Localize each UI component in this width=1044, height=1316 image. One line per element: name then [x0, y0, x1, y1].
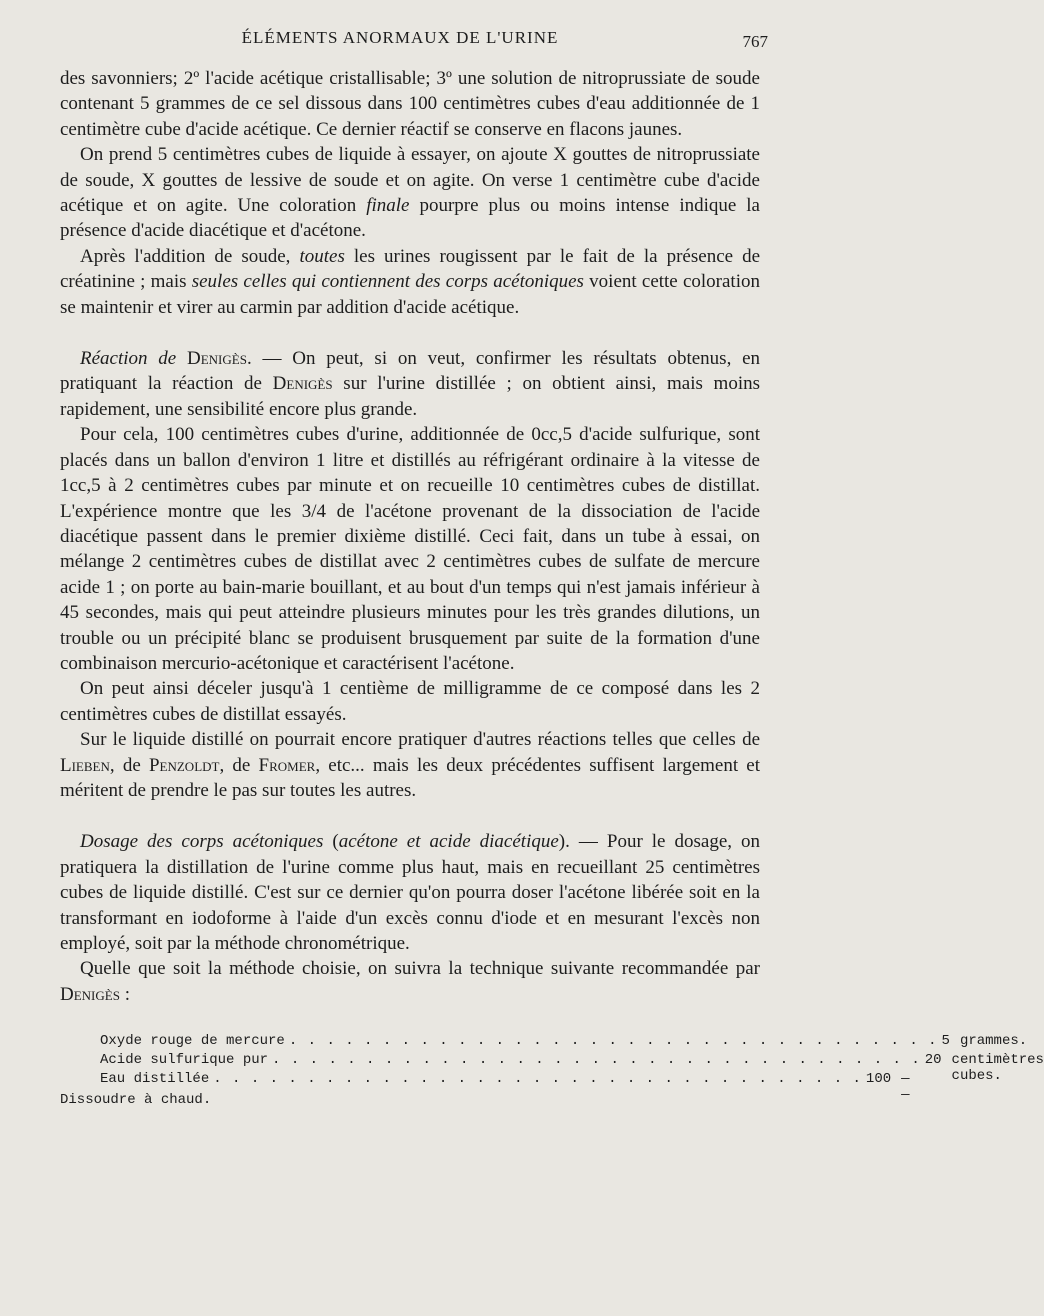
- paragraph-text: , etc... mais les deux précédentes suffisent largement et méritent de prendre le pas sur toutes les autres.: [60, 754, 761, 801]
- author-name: Penzoldt: [148, 754, 220, 776]
- ingredient-unit: grammes.: [959, 1033, 1028, 1050]
- emphasis-text: toutes: [299, 245, 345, 267]
- paragraph-text: , de: [219, 754, 259, 776]
- ingredient-quantity: 100: [865, 1071, 892, 1088]
- leader-dots: . . . . . . . . . . . . . . . . . . . . . . . . . . . . . . . . . . .: [272, 1052, 921, 1069]
- paragraph-text: pourpre plus ou moins intense indique la présence d'acide diacétique et d'acétone.: [60, 195, 760, 242]
- paragraph-text: Sur le liquide distillé on pourrait encore pratiquer d'autres réactions telles que celles de: [80, 729, 760, 751]
- leader-dots: . . . . . . . . . . . . . . . . . . . . . . . . . . . . . . . . . . .: [288, 1033, 938, 1050]
- paragraph-text: :: [119, 983, 130, 1005]
- ingredient-name: Eau distillée: [100, 1071, 210, 1088]
- ingredient-unit: — —: [901, 1071, 910, 1104]
- emphasis-text: acétone et acide diacétique: [338, 831, 559, 853]
- author-name: Lieben: [60, 754, 110, 776]
- author-name: Fromer: [258, 754, 316, 776]
- author-name: Denigès: [187, 348, 247, 370]
- paragraph-deniges-reaction: [60, 346, 760, 422]
- paragraph-technique: [60, 956, 760, 1007]
- page-number: 767: [742, 32, 768, 51]
- paragraph-dosage: [60, 829, 760, 956]
- paragraph-text: ). — Pour le dosage, on pratiquera la distillation de l'urine comme plus haut, mais en recueillant 25 centimètres cubes de liquide distillé. C'est sur ce dernier qu'on pourra doser l'acétone libérée soit en la transformant en iodoforme à l'aide d'un excès connu d'iode et en mesurant l'excès non employé, soit par la méthode chronométrique.: [60, 831, 761, 954]
- ingredient-name: Acide sulfurique pur: [100, 1052, 269, 1069]
- section-heading: Réaction de: [80, 348, 177, 370]
- paragraph-other-reactions: [60, 727, 760, 803]
- paragraph-distillation: Pour cela, 100 centimètres cubes d'urine, additionnée de 0cc,5 d'acide sulfurique, sont placés dans un ballon d'environ 1 litre et distillés au réfrigérant ordinaire à la vitesse de 1cc,5 à 2 centimètres cubes par minute et on recueille 10 centimètres cubes de distillat. L'expérience montre que les 3/4 de l'acétone provenant de la dissociation de l'acide diacétique passent dans le premier dixième distillé. Ceci fait, dans un tube à essai, on mélange 2 centimètres cubes de distillat avec 2 centimètres cubes de sulfate de mercure acide 1 ; on porte au bain-marie bouillant, et au bout d'un temps qui n'est jamais inférieur à 45 secondes, mais qui peut atteindre plusieurs minutes pour les très grandes dilutions, un trouble ou un précipité blanc se produisent brusquement par suite de la formation d'une combinaison mercurio-acétonique et caractérisent l'acétone.: [60, 424, 760, 674]
- ingredient-quantity: 5: [941, 1033, 950, 1050]
- ingredient-quantity: 20: [924, 1052, 942, 1069]
- section-heading: Dosage des corps acétoniques: [80, 831, 324, 853]
- author-name: Denigès: [272, 373, 333, 395]
- paragraph-text: les urines rougissent par le fait de la présence de créatinine ; mais: [60, 245, 761, 293]
- paragraph-text: voient cette coloration se maintenir et virer au carmin par addition d'acide acétique.: [60, 271, 760, 318]
- ingredient-unit: centimètres cubes.: [951, 1052, 1044, 1085]
- paragraph-text: (: [323, 831, 339, 853]
- recipe-row: [100, 1033, 1028, 1052]
- recipe-note: Dissoudre à chaud.: [60, 1092, 212, 1109]
- emphasis-text: seules celles qui contiennent des corps acétoniques: [191, 271, 584, 293]
- paragraph-text: . — On peut, si on veut, confirmer les résultats obtenus, en pratiquant la réaction de: [60, 348, 761, 395]
- ingredient-name: Oxyde rouge de mercure: [100, 1033, 285, 1050]
- paragraph-text: Quelle que soit la méthode choisie, on suivra la technique suivante recommandée par: [80, 958, 760, 980]
- paragraph-text: , de: [109, 754, 149, 776]
- paragraph-text: Après l'addition de soude,: [80, 245, 300, 267]
- paragraph-soda-note: [60, 244, 760, 320]
- leader-dots: . . . . . . . . . . . . . . . . . . . . . . . . . . . . . . . . . . .: [213, 1071, 862, 1088]
- emphasis-text: finale: [366, 195, 410, 217]
- paragraph-sensitivity: On peut ainsi déceler jusqu'à 1 centième de milligramme de ce composé dans les 2 centimètres cubes de distillat essayés.: [60, 678, 760, 725]
- body-text: [60, 66, 1044, 1109]
- paragraph-procedure: [60, 142, 760, 244]
- paragraph-reagents: des savonniers; 2º l'acide acétique cristallisable; 3º une solution de nitroprussiate de soude contenant 5 grammes de ce sel dissous dans 100 centimètres cubes d'eau additionnée de 1 centimètre cube d'acide acétique. Ce dernier réactif se conserve en flacons jaunes.: [60, 68, 760, 140]
- author-name: Denigès: [60, 983, 120, 1005]
- running-header-title: ÉLÉMENTS ANORMAUX DE L'URINE: [241, 28, 559, 47]
- paragraph-text: On prend 5 centimètres cubes de liquide à essayer, on ajoute X gouttes de nitroprussiate de soude, X gouttes de lessive de soude et on agite. On verse 1 centimètre cube d'acide acétique et on agite. Une coloration: [60, 144, 760, 217]
- paragraph-text: sur l'urine distillée ; on obtient ainsi, mais moins rapidement, une sensibilité encore plus grande.: [60, 373, 761, 420]
